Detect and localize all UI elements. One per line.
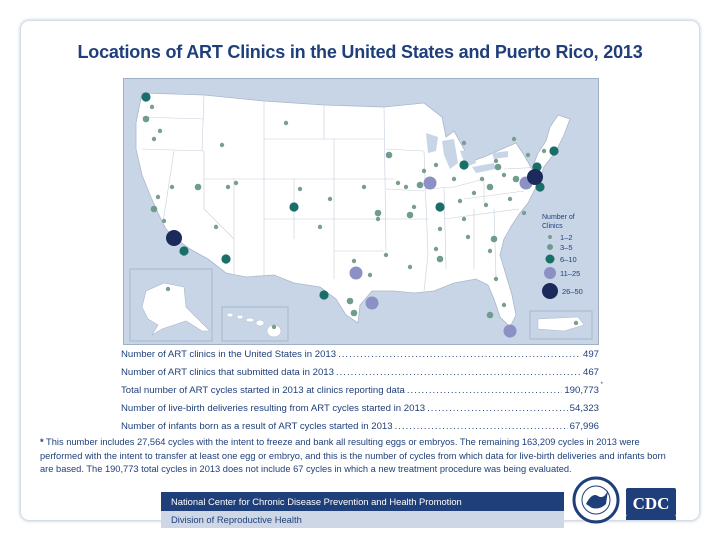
legend-marker-1-2 (548, 235, 552, 239)
cdc-logo (570, 470, 682, 530)
legend-label-6-10: 6–10 (560, 255, 577, 264)
stat-row (121, 367, 599, 385)
stat-label: Number of ART clinics that submitted data in 2013 (121, 367, 334, 378)
legend-marker-3-5 (547, 244, 553, 250)
stat-label: Total number of ART cycles started in 2013 at clinics reporting data (121, 385, 405, 396)
stat-value-wrap (564, 382, 603, 396)
legend-label-3-5: 3–5 (560, 243, 573, 252)
agency-banner (161, 492, 564, 530)
stat-row (121, 349, 599, 367)
stat-row (121, 382, 603, 403)
map-svg (124, 79, 598, 344)
stat-value: 67,996 (569, 421, 599, 432)
leader-dots (336, 367, 581, 378)
stat-label: Number of live-birth deliveries resulting from ART cycles started in 2013 (121, 403, 426, 414)
stat-value: 54,323 (569, 403, 599, 414)
footnote-marker: * (600, 382, 603, 388)
legend-marker-11-25 (544, 267, 556, 279)
legend-title-2: Clinics (542, 223, 563, 230)
stat-value: 190,773 (564, 385, 599, 396)
leader-dots (407, 385, 562, 396)
stat-value: 497 (582, 349, 599, 360)
cdc-logo-text: CDC (632, 494, 670, 513)
legend-marker-6-10 (546, 255, 555, 264)
stat-label: Number of infants born as a result of ART cycles started in 2013 (121, 421, 393, 432)
leader-dots (338, 349, 581, 360)
page-title: Locations of ART Clinics in the United States and Puerto Rico, 2013 (77, 42, 643, 62)
legend-label-1-2: 1–2 (560, 233, 573, 242)
legend-marker-26-50 (542, 283, 558, 299)
footnote-text: This number includes 27,564 cycles with the intent to freeze and bank all resulting eggs or embryos. The remaining 163,209 cycles in 2013 were performed with the intent to transfer at least one egg or embryo, and this is the number of cycles from which data for live-birth deliveries and infants born are based. The 190,773 total cycles in 2013 does not include 67 cycles in which a new treatment procedure was being evaluated. (40, 437, 666, 474)
clinic-map (123, 78, 599, 345)
legend-title-1: Number of (542, 214, 575, 221)
footnote-marker: * (40, 437, 44, 447)
statistics-list (121, 349, 603, 439)
leader-dots (395, 421, 568, 432)
center-name: National Center for Chronic Disease Prevention and Health Promotion (161, 492, 564, 511)
leader-dots (427, 403, 568, 414)
hhs-seal-icon (574, 478, 618, 522)
stat-row (121, 403, 599, 421)
stat-label: Number of ART clinics in the United States in 2013 (121, 349, 337, 360)
stat-value: 467 (582, 367, 599, 378)
division-name: Division of Reproductive Health (161, 511, 564, 528)
legend-label-11-25: 11–25 (560, 269, 581, 278)
legend-label-26-50: 26–50 (562, 287, 583, 296)
map-legend (535, 211, 591, 303)
